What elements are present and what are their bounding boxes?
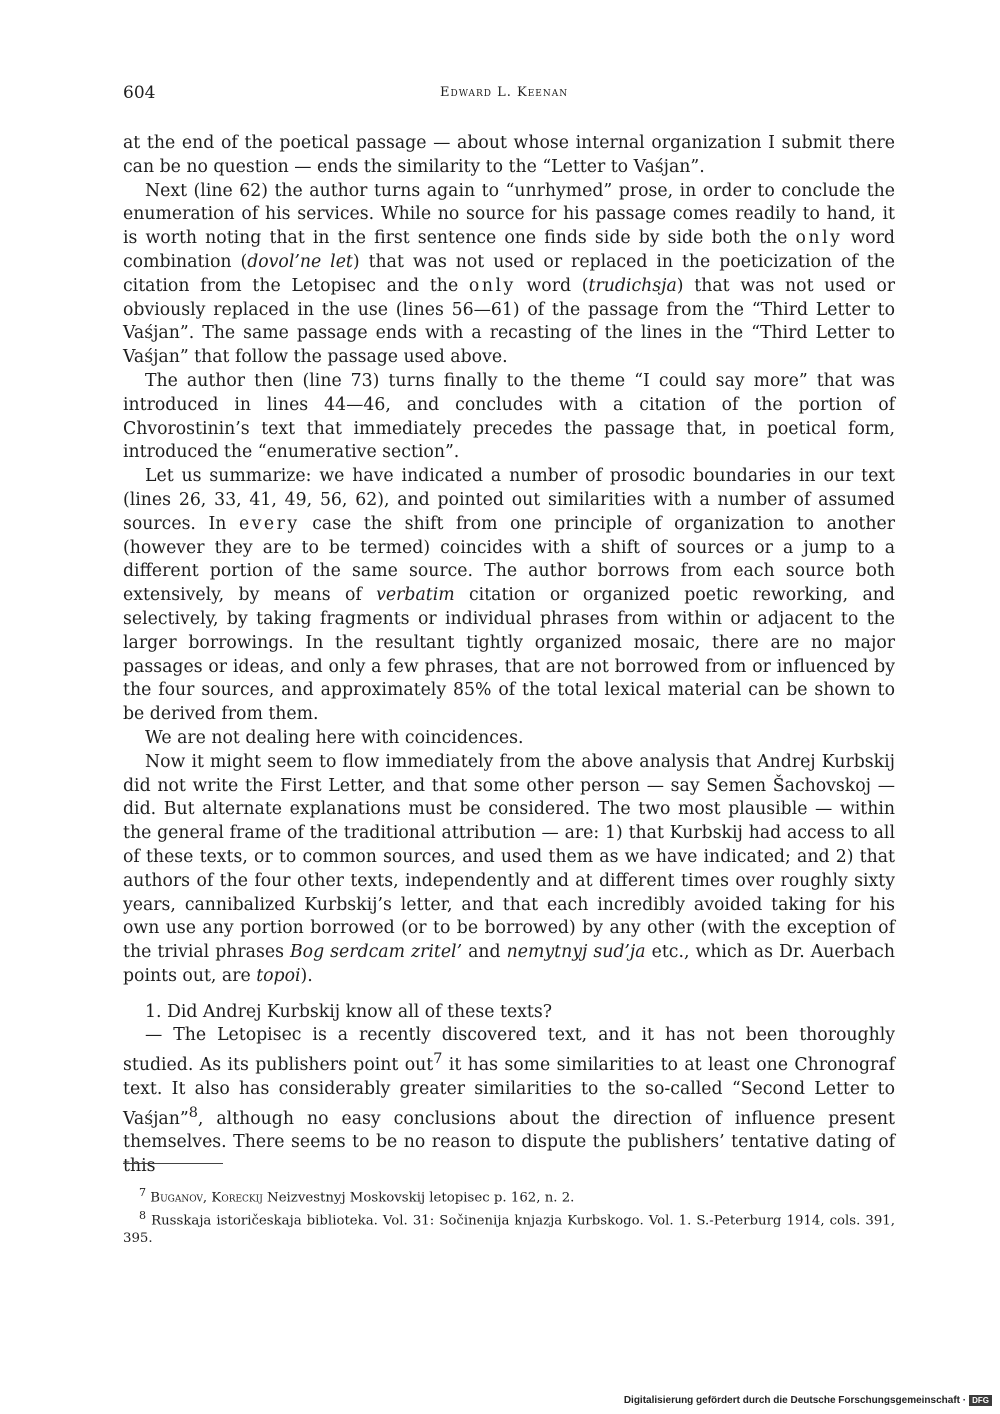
running-header-author: Edward L. Keenan <box>440 85 569 100</box>
body-text <box>123 132 895 1179</box>
page-number: 604 <box>123 83 156 103</box>
footnote-number-7: 7 <box>139 1186 147 1199</box>
italic-term-dovolne-let: dovol’ne let <box>247 251 353 272</box>
footnote-ref-7[interactable]: 7 <box>433 1051 443 1068</box>
footnote-7-authors: Buganov, Koreckij <box>150 1190 263 1206</box>
footnote-8-text: Russkaja istoričeskaja biblioteka. Vol. 31: Sočinenija knjazja Kurbskogo. Vol. 1. S.-Peterburg 1914, cols. 391, 395. <box>123 1213 895 1246</box>
paragraph-question-1: 1. Did Andrej Kurbskij know all of these texts? <box>145 1001 552 1022</box>
footnote-ref-8[interactable]: 8 <box>188 1104 198 1121</box>
footnote-8 <box>123 1207 895 1246</box>
paragraph-8: — The Letopisec is a recently discovered text, and it has not been thoroughly studied. As its publishers point out$^7$ it has some similarities to at least one Chronograf text. It also has considerably greater similarities to the so-called “Second Letter to Vaśjan”$^8$, although no easy conclusions about the direction of influence present themselves. There seems to be no reason to dispute the publishers’ tentative dating of this <box>123 1025 895 1176</box>
dfg-logo-icon: DFG <box>969 1395 992 1406</box>
emphasis-only-2: only <box>468 275 516 296</box>
footnote-number-8: 8 <box>139 1209 147 1223</box>
footnotes <box>123 1184 895 1248</box>
paragraph-4: Let us summarize: we have indicated a number of prosodic boundaries in our text (lines 26, 33, 41, 49, 56, 62), and pointed out similarities with a number of assumed sources. In every case the shift from one principle of organization to another (however they are to be termed) coincides with a shift of sources or a jump to a different portion of the same source. The author borrows from each source both extensively, by means of verbatim citation or organized poetic reworking, and selectively, by taking fragments or individual phrases from within or adjacent to the larger borrowings. In the resultant tightly organized mosaic, there are no major passages or ideas, and only a few phrases, that are not borrowed from or influenced by the four sources, and approximately 85% of the total lexical material can be shown to be derived from them. <box>123 466 895 725</box>
paragraph-3: The author then (line 73) turns finally to the theme “I could say more” that was introduced in lines 44—46, and concludes with a citation of the portion of Chvorostinin’s text that immediately precedes the passage that, in poetical form, introduced the “enumerative section”. <box>123 370 895 463</box>
italic-term-topoi: topoi <box>256 965 301 986</box>
footnote-7-text: Neizvestnyj Moskovskij letopisec p. 162, n. 2. <box>262 1190 575 1206</box>
italic-term-verbatim: verbatim <box>376 585 455 606</box>
paragraph-2: Next (line 62) the author turns again to “unrhymed” prose, in order to conclude the enumeration of his services. While no source for his passage comes readily to hand, it is worth noting that in the first sentence one finds side by side both the only word combination (dovol’ne let) that was not used or replaced in the poeticization of the citation from the Letopisec and the only word (trudichsja) that was not used or obviously replaced in the use (lines 56—61) of the passage from the “Third Letter to Vaśjan”. The same passage ends with a recasting of the lines in the “Third Letter to Vaśjan” that follow the passage used above. <box>123 180 896 368</box>
emphasis-only-1: only <box>795 228 843 249</box>
digitization-credit <box>624 1395 992 1406</box>
paragraph-1: at the end of the poetical passage — about whose internal organization I submit there can be no question — ends the similarity to the “Letter to Vaśjan”. <box>123 133 895 177</box>
italic-term-nemytnyj-sudja: nemytnyj sud’ja <box>506 942 646 963</box>
paragraph-5: We are not dealing here with coincidences. <box>145 727 524 748</box>
emphasis-every: every <box>238 513 300 534</box>
italic-term-bog-serdcam-zritel: Bog serdcam zritel’ <box>289 942 463 963</box>
italic-term-trudichsja: trudichsja <box>588 275 677 296</box>
paragraph-6: Now it might seem to flow immediately from the above analysis that Andrej Kurbskij did not write the First Letter, and that some other person — say Semen Šachovskoj — did. But alternate explanations must be considered. The two most plausible — within the general frame of the traditional attribution — are: 1) that Kurbskij had access to all of these texts, or to common sources, and used them as we have indicated; and 2) that authors of the four other texts, independently and at different times over roughly sixty years, cannibalized Kurbskij’s letter, and that each incredibly avoided taking for his own use any portion borrowed (or to be borrowed) by any other (with the exception of the trivial phrases Bog serdcam zritel’ and nemytnyj sud’ja etc., which as Dr. Auerbach points out, are topoi). <box>123 751 895 986</box>
footnote-7 <box>123 1184 895 1206</box>
digitization-credit-text: Digitalisierung gefördert durch die Deutsche Forschungsgemeinschaft · <box>623 1395 967 1406</box>
footnote-divider <box>123 1163 223 1164</box>
